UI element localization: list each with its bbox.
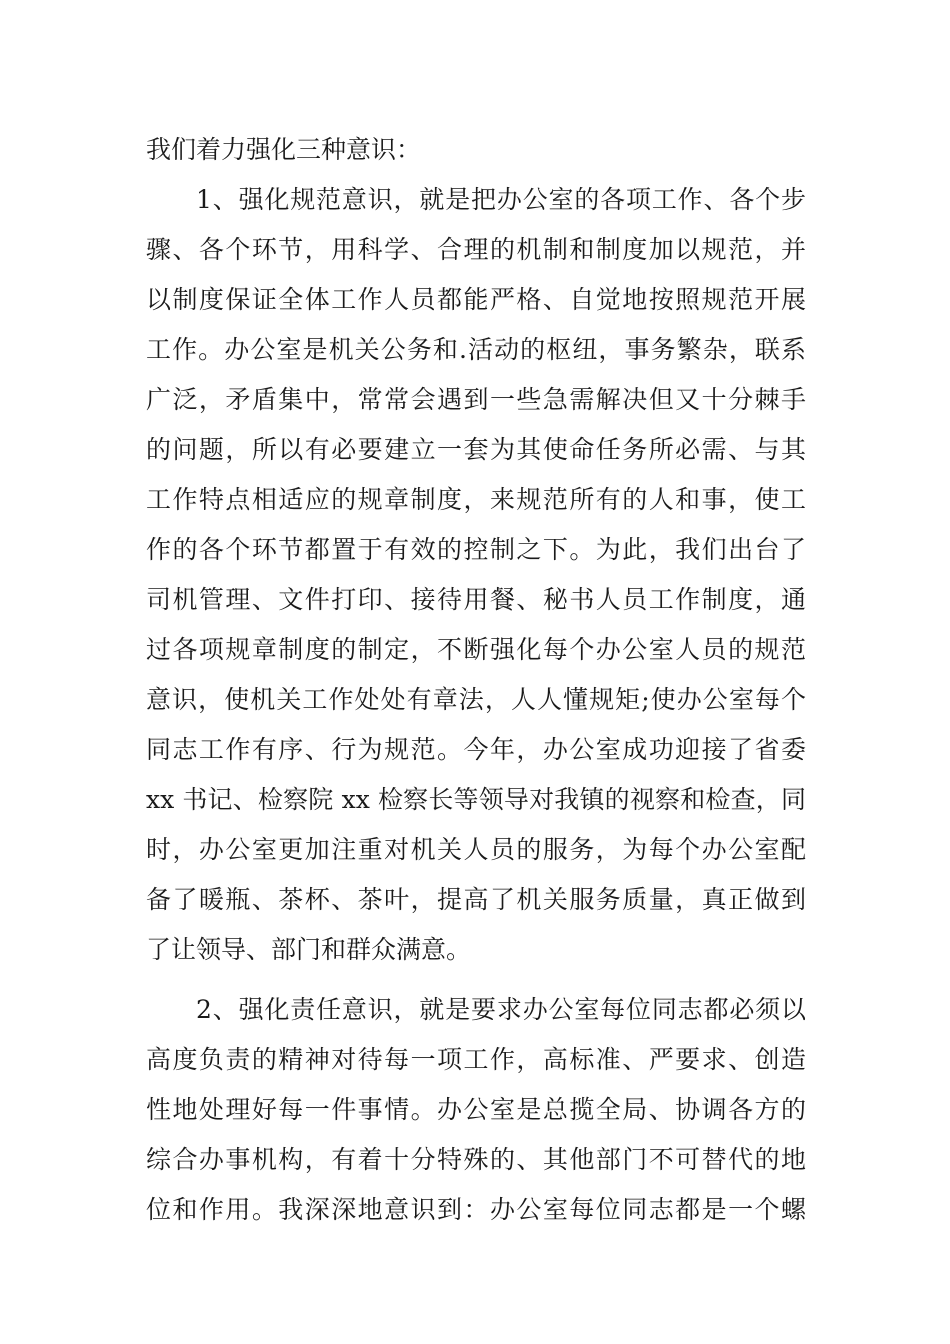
text-line-15: 时，办公室更加注重对机关人员的服务，为每个办公室配 [146,835,806,864]
text-line-20: 性地处理好每一件事情。办公室是总揽全局、协调各方的 [146,1095,806,1124]
text-line-11: 过各项规章制度的制定，不断强化每个办公室人员的规范 [146,635,806,664]
text-line-19: 高度负责的精神对待每一项工作，高标准、严要求、创造 [146,1045,806,1074]
text-line-1: 我们着力强化三种意识： [146,135,422,164]
text-line-17: 了让领导、部门和群众满意。 [146,935,472,964]
text-line-21: 综合办事机构，有着十分特殊的、其他部门不可替代的地 [146,1145,806,1174]
text-line-16: 备了暖瓶、茶杯、茶叶，提高了机关服务质量，真正做到 [146,885,806,914]
text-line-9: 作的各个环节都置于有效的控制之下。为此，我们出台了 [146,535,806,564]
text-line-22: 位和作用。我深深地意识到：办公室每位同志都是一个螺 [146,1195,806,1224]
text-line-4: 以制度保证全体工作人员都能严格、自觉地按照规范开展 [146,285,806,314]
text-line-2: 1、强化规范意识，就是把办公室的各项工作、各个步 [196,185,806,214]
text-line-18: 2、强化责任意识，就是要求办公室每位同志都必须以 [196,995,806,1024]
text-line-14: xx 书记、检察院 xx 检察长等领导对我镇的视察和检查，同 [146,785,806,814]
text-line-13: 同志工作有序、行为规范。今年，办公室成功迎接了省委 [146,735,806,764]
text-line-12: 意识，使机关工作处处有章法，人人懂规矩;使办公室每个 [146,685,806,714]
text-line-3: 骤、各个环节，用科学、合理的机制和制度加以规范，并 [146,235,806,264]
text-line-8: 工作特点相适应的规章制度，来规范所有的人和事，使工 [146,485,806,514]
text-line-7: 的问题，所以有必要建立一套为其使命任务所必需、与其 [146,435,806,464]
text-line-6: 广泛，矛盾集中，常常会遇到一些急需解决但又十分棘手 [146,385,806,414]
text-line-5: 工作。办公室是机关公务和.活动的枢纽，事务繁杂，联系 [146,335,806,364]
text-line-10: 司机管理、文件打印、接待用餐、秘书人员工作制度，通 [146,585,806,614]
